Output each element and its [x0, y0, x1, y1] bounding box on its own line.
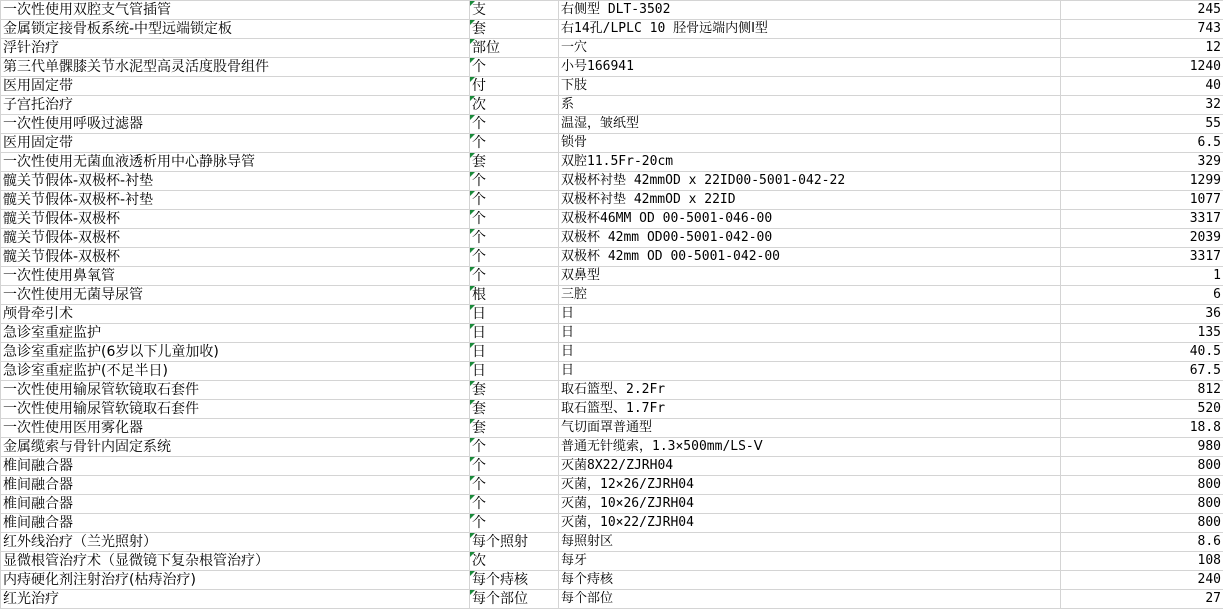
table-row[interactable] — [1, 571, 1223, 590]
unit-cell[interactable]: 个 — [470, 134, 559, 153]
table-row[interactable] — [1, 96, 1223, 115]
unit-cell[interactable]: 支 — [470, 1, 559, 20]
unit-cell[interactable]: 个 — [470, 457, 559, 476]
item-name-cell[interactable]: 髋关节假体-双极杯 — [1, 248, 470, 267]
item-name-cell[interactable]: 红光治疗 — [1, 590, 470, 609]
item-name-cell[interactable]: 医用固定带 — [1, 77, 470, 96]
table-row[interactable] — [1, 362, 1223, 381]
price-cell[interactable]: 18.8 — [1061, 419, 1223, 438]
price-cell[interactable]: 1299 — [1061, 172, 1223, 191]
price-cell[interactable]: 27 — [1061, 590, 1223, 609]
item-name-cell[interactable]: 椎间融合器 — [1, 457, 470, 476]
price-cell[interactable]: 800 — [1061, 457, 1223, 476]
price-cell[interactable]: 12 — [1061, 39, 1223, 58]
spec-cell[interactable]: 日 — [559, 324, 1061, 343]
item-name-cell[interactable]: 髋关节假体-双极杯-衬垫 — [1, 191, 470, 210]
table-row[interactable] — [1, 172, 1223, 191]
unit-cell[interactable]: 每个痔核 — [470, 571, 559, 590]
unit-cell[interactable]: 次 — [470, 552, 559, 571]
spec-cell[interactable]: 取石篮型、2.2Fr — [559, 381, 1061, 400]
unit-cell[interactable]: 个 — [470, 210, 559, 229]
price-cell[interactable]: 108 — [1061, 552, 1223, 571]
price-cell[interactable]: 3317 — [1061, 210, 1223, 229]
spec-cell[interactable]: 灭菌，10×26/ZJRH04 — [559, 495, 1061, 514]
spec-cell[interactable]: 右14孔/LPLC 10 胫骨远端内侧Ⅰ型 — [559, 20, 1061, 39]
price-cell[interactable]: 1 — [1061, 267, 1223, 286]
unit-cell[interactable]: 付 — [470, 77, 559, 96]
spec-cell[interactable]: 双腔11.5Fr-20cm — [559, 153, 1061, 172]
price-cell[interactable]: 135 — [1061, 324, 1223, 343]
item-name-cell[interactable]: 髋关节假体-双极杯 — [1, 229, 470, 248]
table-row[interactable] — [1, 381, 1223, 400]
unit-cell[interactable]: 套 — [470, 381, 559, 400]
price-cell[interactable]: 980 — [1061, 438, 1223, 457]
price-cell[interactable]: 800 — [1061, 495, 1223, 514]
table-row[interactable] — [1, 514, 1223, 533]
price-cell[interactable]: 329 — [1061, 153, 1223, 172]
spec-cell[interactable]: 每牙 — [559, 552, 1061, 571]
unit-cell[interactable]: 个 — [470, 495, 559, 514]
price-cell[interactable]: 3317 — [1061, 248, 1223, 267]
spec-cell[interactable]: 日 — [559, 343, 1061, 362]
unit-cell[interactable]: 个 — [470, 229, 559, 248]
price-cell[interactable]: 67.5 — [1061, 362, 1223, 381]
table-row[interactable] — [1, 20, 1223, 39]
spec-cell[interactable]: 三腔 — [559, 286, 1061, 305]
table-row[interactable] — [1, 438, 1223, 457]
spec-cell[interactable]: 每个痔核 — [559, 571, 1061, 590]
item-name-cell[interactable]: 一次性使用鼻氧管 — [1, 267, 470, 286]
price-cell[interactable]: 6 — [1061, 286, 1223, 305]
spec-cell[interactable]: 双极杯衬垫 42mmOD x 22ID00-5001-042-22 — [559, 172, 1061, 191]
table-row[interactable] — [1, 419, 1223, 438]
price-cell[interactable]: 240 — [1061, 571, 1223, 590]
unit-cell[interactable]: 日 — [470, 362, 559, 381]
spec-cell[interactable]: 双鼻型 — [559, 267, 1061, 286]
price-cell[interactable]: 800 — [1061, 514, 1223, 533]
item-name-cell[interactable]: 金属锁定接骨板系统-中型远端锁定板 — [1, 20, 470, 39]
price-cell[interactable]: 40.5 — [1061, 343, 1223, 362]
item-name-cell[interactable]: 一次性使用呼吸过滤器 — [1, 115, 470, 134]
price-cell[interactable]: 520 — [1061, 400, 1223, 419]
item-name-cell[interactable]: 子宫托治疗 — [1, 96, 470, 115]
price-cell[interactable]: 2039 — [1061, 229, 1223, 248]
table-row[interactable] — [1, 590, 1223, 609]
item-name-cell[interactable]: 一次性使用双腔支气管插管 — [1, 1, 470, 20]
item-name-cell[interactable]: 急诊室重症监护(不足半日) — [1, 362, 470, 381]
unit-cell[interactable]: 个 — [470, 438, 559, 457]
spec-cell[interactable]: 一穴 — [559, 39, 1061, 58]
price-cell[interactable]: 36 — [1061, 305, 1223, 324]
spec-cell[interactable]: 普通无针缆索，1.3×500mm/LS-Ⅴ — [559, 438, 1061, 457]
price-cell[interactable]: 6.5 — [1061, 134, 1223, 153]
table-row[interactable] — [1, 457, 1223, 476]
table-row[interactable] — [1, 267, 1223, 286]
spec-cell[interactable]: 锁骨 — [559, 134, 1061, 153]
item-name-cell[interactable]: 一次性使用无菌导尿管 — [1, 286, 470, 305]
price-cell[interactable]: 55 — [1061, 115, 1223, 134]
item-name-cell[interactable]: 髋关节假体-双极杯 — [1, 210, 470, 229]
item-name-cell[interactable]: 内痔硬化剂注射治疗(枯痔治疗) — [1, 571, 470, 590]
table-row[interactable] — [1, 248, 1223, 267]
unit-cell[interactable]: 套 — [470, 419, 559, 438]
table-row[interactable] — [1, 115, 1223, 134]
item-name-cell[interactable]: 浮针治疗 — [1, 39, 470, 58]
spec-cell[interactable]: 气切面罩普通型 — [559, 419, 1061, 438]
item-name-cell[interactable]: 显微根管治疗术（显微镜下复杂根管治疗） — [1, 552, 470, 571]
item-name-cell[interactable]: 髋关节假体-双极杯-衬垫 — [1, 172, 470, 191]
spec-cell[interactable]: 右侧型 DLT-3502 — [559, 1, 1061, 20]
table-row[interactable] — [1, 210, 1223, 229]
spec-cell[interactable]: 灭菌，12×26/ZJRH04 — [559, 476, 1061, 495]
unit-cell[interactable]: 个 — [470, 267, 559, 286]
table-row[interactable] — [1, 77, 1223, 96]
unit-cell[interactable]: 根 — [470, 286, 559, 305]
price-cell[interactable]: 245 — [1061, 1, 1223, 20]
unit-cell[interactable]: 每个照射 — [470, 533, 559, 552]
unit-cell[interactable]: 个 — [470, 191, 559, 210]
price-cell[interactable]: 812 — [1061, 381, 1223, 400]
unit-cell[interactable]: 日 — [470, 343, 559, 362]
unit-cell[interactable]: 套 — [470, 400, 559, 419]
spec-cell[interactable]: 日 — [559, 305, 1061, 324]
table-row[interactable] — [1, 134, 1223, 153]
table-row[interactable] — [1, 552, 1223, 571]
spec-cell[interactable]: 双极杯 42mm OD00-5001-042-00 — [559, 229, 1061, 248]
item-name-cell[interactable]: 急诊室重症监护(6岁以下儿童加收) — [1, 343, 470, 362]
price-cell[interactable]: 8.6 — [1061, 533, 1223, 552]
price-cell[interactable]: 1240 — [1061, 58, 1223, 77]
item-name-cell[interactable]: 椎间融合器 — [1, 514, 470, 533]
spec-cell[interactable]: 双极杯衬垫 42mmOD x 22ID — [559, 191, 1061, 210]
spec-cell[interactable]: 双极杯46MM OD 00-5001-046-00 — [559, 210, 1061, 229]
spec-cell[interactable]: 每个部位 — [559, 590, 1061, 609]
price-cell[interactable]: 40 — [1061, 77, 1223, 96]
spec-cell[interactable]: 温湿，皱纸型 — [559, 115, 1061, 134]
table-row[interactable] — [1, 286, 1223, 305]
spec-cell[interactable]: 下肢 — [559, 77, 1061, 96]
table-row[interactable] — [1, 400, 1223, 419]
item-name-cell[interactable]: 第三代单髁膝关节水泥型高灵活度股骨组件 — [1, 58, 470, 77]
item-name-cell[interactable]: 椎间融合器 — [1, 476, 470, 495]
unit-cell[interactable]: 个 — [470, 172, 559, 191]
spec-cell[interactable]: 日 — [559, 362, 1061, 381]
price-cell[interactable]: 32 — [1061, 96, 1223, 115]
unit-cell[interactable]: 个 — [470, 248, 559, 267]
spec-cell[interactable]: 每照射区 — [559, 533, 1061, 552]
table-row[interactable] — [1, 533, 1223, 552]
unit-cell[interactable]: 套 — [470, 153, 559, 172]
table-row[interactable] — [1, 58, 1223, 77]
item-name-cell[interactable]: 一次性使用医用雾化器 — [1, 419, 470, 438]
unit-cell[interactable]: 个 — [470, 514, 559, 533]
table-row[interactable] — [1, 191, 1223, 210]
unit-cell[interactable]: 套 — [470, 20, 559, 39]
spec-cell[interactable]: 小号166941 — [559, 58, 1061, 77]
table-body — [1, 1, 1223, 609]
unit-cell[interactable]: 部位 — [470, 39, 559, 58]
table-row[interactable] — [1, 39, 1223, 58]
table-row[interactable] — [1, 476, 1223, 495]
item-name-cell[interactable]: 一次性使用输尿管软镜取石套件 — [1, 400, 470, 419]
table-row[interactable] — [1, 305, 1223, 324]
item-name-cell[interactable]: 颅骨牵引术 — [1, 305, 470, 324]
unit-cell[interactable]: 个 — [470, 58, 559, 77]
spec-cell[interactable]: 灭菌，10×22/ZJRH04 — [559, 514, 1061, 533]
unit-cell[interactable]: 日 — [470, 305, 559, 324]
table-row[interactable] — [1, 495, 1223, 514]
table-row[interactable] — [1, 343, 1223, 362]
table-row[interactable] — [1, 153, 1223, 172]
spec-cell[interactable]: 灭菌8X22/ZJRH04 — [559, 457, 1061, 476]
item-name-cell[interactable]: 金属缆索与骨针内固定系统 — [1, 438, 470, 457]
unit-cell[interactable]: 每个部位 — [470, 590, 559, 609]
item-name-cell[interactable]: 一次性使用无菌血液透析用中心静脉导管 — [1, 153, 470, 172]
item-name-cell[interactable]: 红外线治疗（兰光照射） — [1, 533, 470, 552]
spec-cell[interactable]: 双极杯 42mm OD 00-5001-042-00 — [559, 248, 1061, 267]
item-name-cell[interactable]: 椎间融合器 — [1, 495, 470, 514]
table-row[interactable] — [1, 1, 1223, 20]
price-cell[interactable]: 800 — [1061, 476, 1223, 495]
unit-cell[interactable]: 次 — [470, 96, 559, 115]
unit-cell[interactable]: 日 — [470, 324, 559, 343]
item-name-cell[interactable]: 医用固定带 — [1, 134, 470, 153]
table-row[interactable] — [1, 324, 1223, 343]
item-name-cell[interactable]: 一次性使用输尿管软镜取石套件 — [1, 381, 470, 400]
spec-cell[interactable]: 取石篮型、1.7Fr — [559, 400, 1061, 419]
price-cell[interactable]: 1077 — [1061, 191, 1223, 210]
unit-cell[interactable]: 个 — [470, 115, 559, 134]
unit-cell[interactable]: 个 — [470, 476, 559, 495]
item-name-cell[interactable]: 急诊室重症监护 — [1, 324, 470, 343]
spec-cell[interactable]: 系 — [559, 96, 1061, 115]
table-row[interactable] — [1, 229, 1223, 248]
price-cell[interactable]: 743 — [1061, 20, 1223, 39]
